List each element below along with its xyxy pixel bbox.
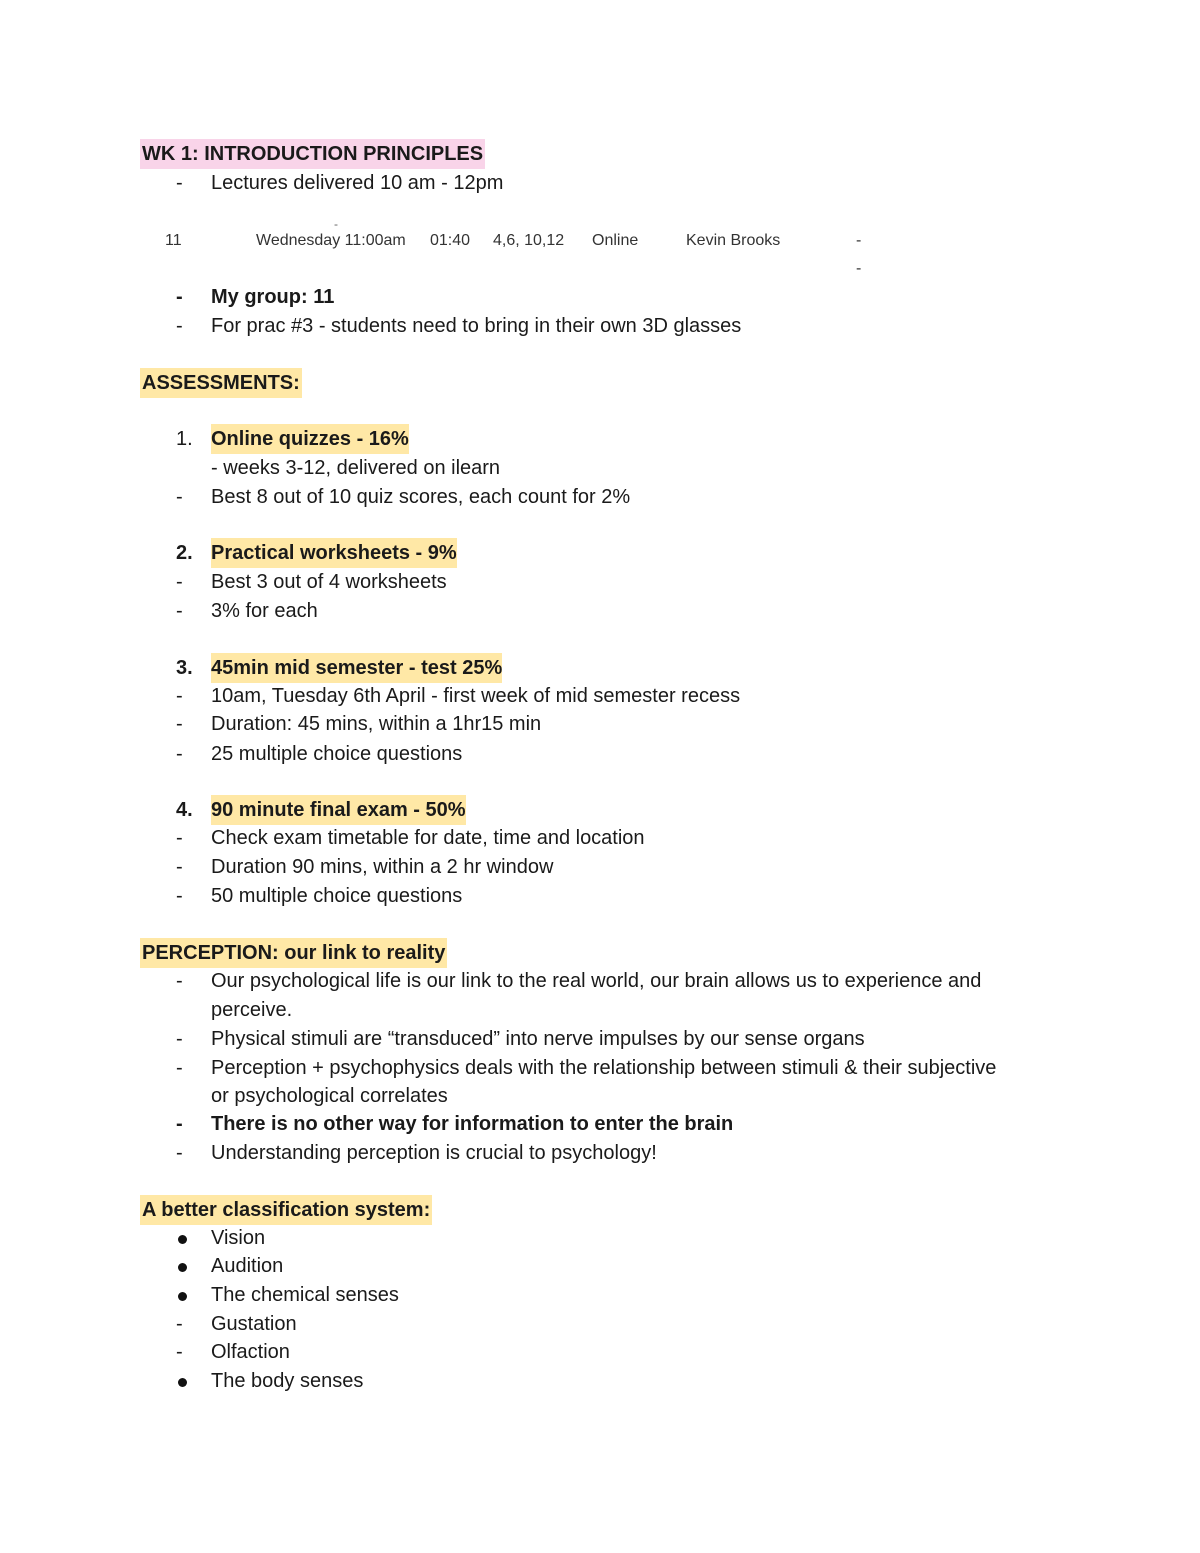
dash-marker: - [176, 1142, 183, 1164]
list-item [0, 567, 1200, 597]
list-item-text: perceive. [211, 999, 293, 1021]
dash-marker: - [176, 571, 183, 593]
assessments-heading-line [0, 368, 1200, 398]
list-item [0, 881, 1200, 911]
list-item-continued [0, 1081, 1200, 1111]
dash-marker: - [176, 685, 183, 707]
list-item-text: 25 multiple choice questions [211, 743, 463, 765]
schedule-dash-2: - [856, 260, 862, 277]
list-item [0, 596, 1200, 626]
list-item [0, 1366, 1200, 1396]
assessment-item-2 [0, 538, 1200, 568]
list-item-text: Perception + psychophysics deals with the relationship between stimuli & their subjective [211, 1057, 997, 1079]
item-number: 1. [176, 428, 193, 450]
dash-marker: - [176, 743, 183, 765]
schedule-mode: Online [592, 232, 639, 249]
assessments-heading: ASSESSMENTS: [140, 368, 302, 398]
list-item-text: Duration 90 mins, within a 2 hr window [211, 856, 554, 878]
dash-marker: - [176, 885, 183, 907]
assessment-title: Practical worksheets - 9% [211, 538, 457, 568]
dash-marker: - [176, 286, 183, 308]
list-item [0, 1309, 1200, 1339]
schedule-dash-1: - [856, 232, 862, 249]
list-item-continued [0, 995, 1200, 1025]
list-item-text: There is no other way for information to enter the brain [211, 1113, 734, 1135]
list-item-text: 50 multiple choice questions [211, 885, 463, 907]
list-item [0, 1024, 1200, 1054]
list-item [0, 739, 1200, 769]
assessment-subline [0, 453, 1200, 483]
week-heading-line [0, 139, 1200, 169]
list-item [0, 1109, 1200, 1139]
classification-heading-line [0, 1195, 1200, 1225]
dash-marker: - [176, 970, 183, 992]
perception-heading-line [0, 938, 1200, 968]
schedule-tutor: Kevin Brooks [686, 232, 781, 249]
item-number: 3. [176, 657, 193, 679]
list-item [0, 681, 1200, 711]
schedule-group: 11 [165, 232, 182, 249]
list-item-text: Olfaction [211, 1341, 290, 1363]
dash-marker: - [176, 600, 183, 622]
assessment-title: 45min mid semester - test 25% [211, 653, 502, 683]
list-item-text: Physical stimuli are “transduced” into nerve impulses by our sense organs [211, 1028, 865, 1050]
lectures-line [0, 168, 1200, 198]
dash-marker: - [176, 315, 183, 337]
my-group-line [0, 282, 1200, 312]
list-item-text: Gustation [211, 1313, 297, 1335]
list-item-text: Our psychological life is our link to the real world, our brain allows us to experience and [211, 970, 982, 992]
assessment-item-1 [0, 424, 1200, 454]
list-item [0, 1138, 1200, 1168]
list-item-text: The body senses [211, 1370, 364, 1392]
list-item [0, 852, 1200, 882]
list-item-text: 10am, Tuesday 6th April - first week of mid semester recess [211, 685, 741, 707]
tick-mark: - [334, 217, 338, 231]
assessment-subline-text: - weeks 3-12, delivered on ilearn [211, 457, 501, 479]
dash-marker: - [176, 1028, 183, 1050]
list-item-text: 3% for each [211, 600, 318, 622]
my-group-text: My group: 11 [211, 286, 335, 308]
schedule-duration: 01:40 [430, 232, 471, 249]
schedule-weeks: 4,6, 10,12 [493, 232, 565, 249]
assessment-title: 90 minute final exam - 50% [211, 795, 466, 825]
dash-marker: - [176, 827, 183, 849]
week-heading: WK 1: INTRODUCTION PRINCIPLES [140, 139, 485, 169]
list-item [0, 1053, 1200, 1083]
lectures-text: Lectures delivered 10 am - 12pm [211, 172, 504, 194]
list-item-text: or psychological correlates [211, 1085, 448, 1107]
list-item [0, 1251, 1200, 1281]
dash-marker: - [176, 713, 183, 735]
assessment-item-3 [0, 653, 1200, 683]
prac-note-line [0, 311, 1200, 341]
list-item-text: Best 8 out of 10 quiz scores, each count for 2% [211, 486, 631, 508]
list-item-text: Vision [211, 1227, 266, 1249]
list-item [0, 482, 1200, 512]
assessment-title: Online quizzes - 16% [211, 424, 409, 454]
item-number: 2. [176, 542, 193, 564]
dash-marker: - [176, 1057, 183, 1079]
dash-marker: - [176, 856, 183, 878]
list-item [0, 1223, 1200, 1253]
classification-heading: A better classification system: [140, 1195, 432, 1225]
bullet-icon [178, 1292, 187, 1301]
list-item-text: The chemical senses [211, 1284, 399, 1306]
list-item-text: Audition [211, 1255, 284, 1277]
dash-marker: - [176, 1341, 183, 1363]
list-item-text: Duration: 45 mins, within a 1hr15 min [211, 713, 542, 735]
list-item-text: Understanding perception is crucial to psychology! [211, 1142, 657, 1164]
dash-marker: - [176, 1313, 183, 1335]
schedule-day-time: Wednesday 11:00am [256, 232, 406, 249]
dash-marker: - [176, 1113, 183, 1135]
bullet-icon [178, 1235, 187, 1244]
list-item [0, 1280, 1200, 1310]
list-item-text: Check exam timetable for date, time and location [211, 827, 645, 849]
bullet-icon [178, 1378, 187, 1387]
dash-marker: - [176, 172, 183, 194]
assessment-item-4 [0, 795, 1200, 825]
dash-marker: - [176, 486, 183, 508]
list-item-text: Best 3 out of 4 worksheets [211, 571, 447, 593]
item-number: 4. [176, 799, 193, 821]
prac-note-text: For prac #3 - students need to bring in their own 3D glasses [211, 315, 742, 337]
perception-heading: PERCEPTION: our link to reality [140, 938, 447, 968]
list-item [0, 966, 1200, 996]
list-item [0, 709, 1200, 739]
list-item [0, 1337, 1200, 1367]
bullet-icon [178, 1263, 187, 1272]
list-item [0, 823, 1200, 853]
